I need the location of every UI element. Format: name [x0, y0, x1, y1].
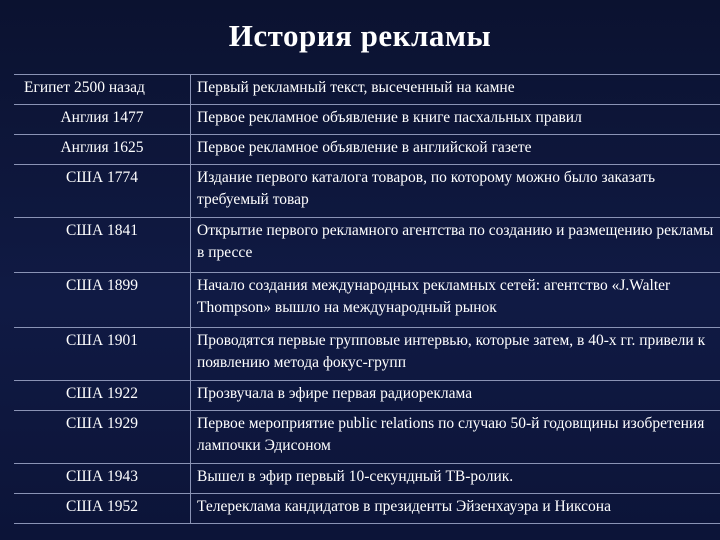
row-year: США 1922 [14, 381, 191, 411]
row-event: Первое рекламное объявление в книге пасхальных правил [191, 105, 720, 135]
row-event: Издание первого каталога товаров, по которому можно было заказать требуемый товар [191, 165, 720, 218]
table-row [14, 494, 720, 524]
row-event: Открытие первого рекламного агентства по созданию и размещению рекламы в прессе [191, 218, 720, 273]
table-row [14, 411, 720, 464]
table-row [14, 165, 720, 218]
row-year: США 1943 [14, 464, 191, 494]
row-event: Проводятся первые групповые интервью, которые затем, в 40-х гг. привели к появлению метода фокус-групп [191, 328, 720, 381]
row-year: Англия 1625 [14, 135, 191, 165]
history-table [14, 74, 720, 524]
row-year: США 1841 [14, 218, 191, 273]
table-row [14, 105, 720, 135]
row-year: Англия 1477 [14, 105, 191, 135]
table-row [14, 135, 720, 165]
row-year: США 1774 [14, 165, 191, 218]
row-event: Первое мероприятие public relations по случаю 50-й годовщины изобретения лампочки Эдисоном [191, 411, 720, 464]
table-row [14, 273, 720, 328]
row-event: Первый рекламный текст, высеченный на камне [191, 75, 720, 105]
row-event: Телереклама кандидатов в президенты Эйзенхауэра и Никсона [191, 494, 720, 524]
row-year: США 1952 [14, 494, 191, 524]
row-year: США 1929 [14, 411, 191, 464]
row-event: Начало создания международных рекламных сетей: агентство «J.Walter Thompson» вышло на международный рынок [191, 273, 720, 328]
slide-title: История рекламы [228, 18, 492, 53]
table-row [14, 218, 720, 273]
table-row [14, 381, 720, 411]
row-year: Египет 2500 назад [14, 75, 191, 105]
row-event: Вышел в эфир первый 10-секундный ТВ-ролик. [191, 464, 720, 494]
row-year: США 1901 [14, 328, 191, 381]
row-event: Первое рекламное объявление в английской газете [191, 135, 720, 165]
table-row [14, 75, 720, 105]
table-row [14, 328, 720, 381]
row-event: Прозвучала в эфире первая радиореклама [191, 381, 720, 411]
table-row [14, 464, 720, 494]
row-year: США 1899 [14, 273, 191, 328]
